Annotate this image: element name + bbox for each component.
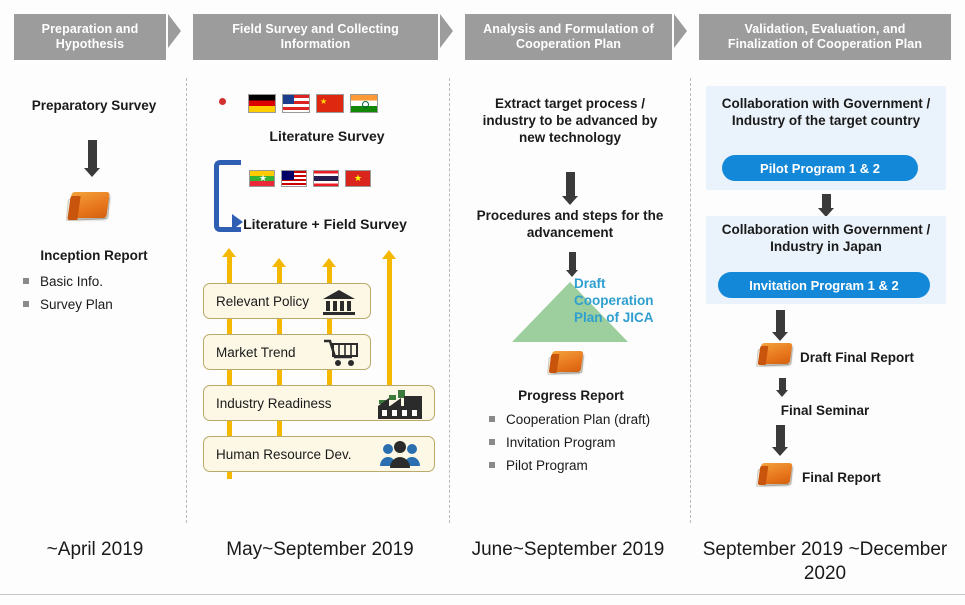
china-flag: ★ xyxy=(316,94,344,113)
collaboration-japan-label: Collaboration with Government / Industry in Japan xyxy=(721,222,931,254)
red-dot-marker xyxy=(219,98,226,105)
topic-label: Industry Readiness xyxy=(216,395,332,411)
phase-header-1: Preparation and Hypothesis xyxy=(14,14,166,60)
shopping-cart-icon xyxy=(322,338,360,368)
arrow-down-c4-1 xyxy=(818,194,834,217)
flags-row-1 xyxy=(248,94,378,113)
arrow-down-c3-1 xyxy=(562,172,578,205)
preparatory-survey-label: Preparatory Survey xyxy=(31,98,157,113)
flags-row-2 xyxy=(249,170,371,187)
literature-field-survey-label: Literature + Field Survey xyxy=(243,216,407,232)
arrow-down-c4-3 xyxy=(774,378,790,397)
bank-icon xyxy=(322,288,356,316)
extract-target-process-label: Extract target process / industry to be advanced by new technology xyxy=(482,96,658,145)
phase-arrow-2 xyxy=(440,14,453,48)
germany-flag xyxy=(248,94,276,113)
topic-label: Market Trend xyxy=(216,344,296,360)
india-flag xyxy=(350,94,378,113)
arrow-down-c1 xyxy=(84,140,100,177)
malaysia-flag xyxy=(281,170,307,187)
draft-final-report-book-icon xyxy=(757,340,795,368)
draft-cooperation-plan-label: Draft Cooperation Plan of JICA xyxy=(574,276,654,325)
list-item: Invitation Program xyxy=(488,433,666,454)
topic-label: Human Resource Dev. xyxy=(216,446,352,462)
liberia-flag xyxy=(282,94,310,113)
phase-arrow-1 xyxy=(168,14,181,48)
inception-report-book-icon xyxy=(67,188,113,222)
final-report-book-icon xyxy=(757,460,795,488)
myanmar-flag: ★ xyxy=(249,170,275,187)
phase-arrow-3 xyxy=(674,14,687,48)
final-report-label: Final Report xyxy=(802,470,881,485)
factory-icon xyxy=(377,386,423,420)
invitation-program-pill[interactable]: Invitation Program 1 & 2 xyxy=(718,272,930,298)
procedures-steps-label: Procedures and steps for the advancement xyxy=(476,208,664,240)
phase-header-4: Validation, Evaluation, and Finalization of Cooperation Plan xyxy=(699,14,951,60)
column1-bullet-list xyxy=(22,272,172,318)
phase-header-3: Analysis and Formulation of Cooperation Plan xyxy=(465,14,672,60)
column3-bullet-list xyxy=(488,410,666,479)
phase-date-4: September 2019 ~December 2020 xyxy=(702,539,948,584)
arrow-down-c3-2 xyxy=(564,252,580,277)
vietnam-flag: ★ xyxy=(345,170,371,187)
final-seminar-label: Final Seminar xyxy=(780,403,870,418)
phase-header-2: Field Survey and Collecting Information xyxy=(193,14,438,60)
arrow-down-c4-2 xyxy=(772,310,788,341)
pilot-program-pill[interactable]: Pilot Program 1 & 2 xyxy=(722,155,918,181)
column-divider-3 xyxy=(690,78,691,523)
phase-date-1: ~April 2019 xyxy=(46,539,144,560)
phase-date-2: May~September 2019 xyxy=(226,539,414,560)
draft-final-report-label: Draft Final Report xyxy=(800,350,915,365)
topic-label: Relevant Policy xyxy=(216,293,310,309)
inception-report-label: Inception Report xyxy=(40,248,148,263)
yellow-arrow-3 xyxy=(322,258,336,397)
bottom-divider xyxy=(0,594,965,595)
column-divider-1 xyxy=(186,78,187,523)
literature-survey-label: Literature Survey xyxy=(269,128,385,144)
list-item: Survey Plan xyxy=(22,295,172,316)
phase-date-3: June~September 2019 xyxy=(471,539,665,560)
column-divider-2 xyxy=(449,78,450,523)
progress-report-book-icon xyxy=(548,348,586,376)
thailand-flag xyxy=(313,170,339,187)
arrow-down-c4-4 xyxy=(772,425,788,456)
list-item: Pilot Program xyxy=(488,456,666,477)
progress-report-label: Progress Report xyxy=(518,388,624,403)
list-item: Basic Info. xyxy=(22,272,172,293)
people-icon xyxy=(378,440,424,470)
collaboration-target-country-label: Collaboration with Government / Industry of the target country xyxy=(721,96,931,128)
list-item: Cooperation Plan (draft) xyxy=(488,410,666,431)
yellow-arrow-4 xyxy=(382,250,396,399)
